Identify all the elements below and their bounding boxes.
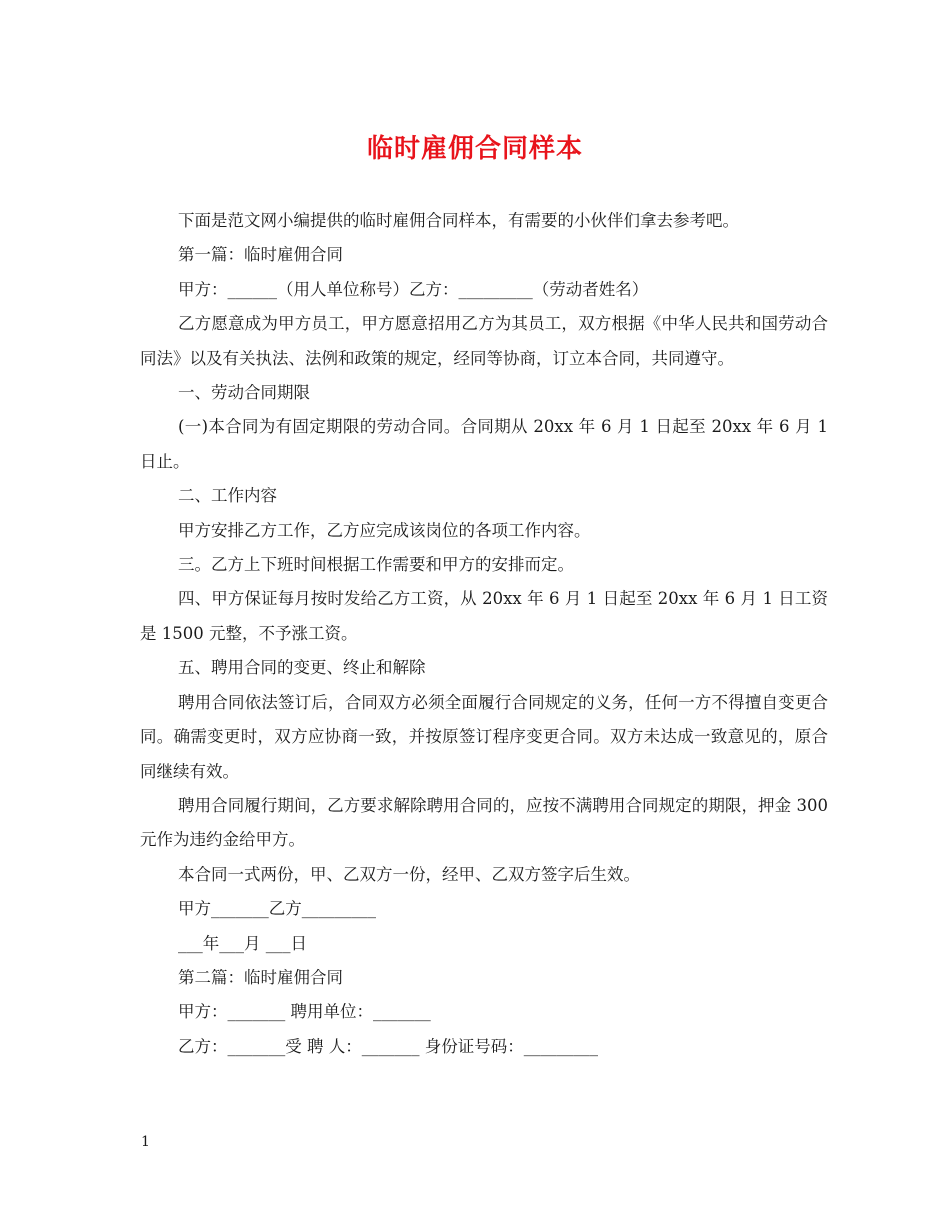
contract-paragraph: 乙方愿意成为甲方员工，甲方愿意招用乙方为其员工，双方根据《中华人民共和国劳动合同法》以及有关执法、法例和政策的规定，经同等协商，订立本合同，共同遵守。 [140,314,828,368]
contract-paragraph: (一)本合同为有固定期限的劳动合同。合同期从 20xx 年 6 月 1 日起至 20xx 年 6 月 1 日止。 [140,417,834,471]
document-body [140,204,834,1064]
contract-paragraph: 聘用合同依法签订后，合同双方必须全面履行合同规定的义务，任何一方不得擅自变更合同。确需变更时，双方应协商一致，并按原签订程序变更合同。双方未达成一致意见的，原合同继续有效。 [140,692,828,781]
clause-heading: 二、工作内容 [178,486,277,506]
clause-heading: 五、聘用合同的变更、终止和解除 [178,658,426,678]
page-number: 1 [141,1134,150,1150]
section-heading: 第二篇：临时雇佣合同 [178,967,343,987]
signature-line: 甲方_______乙方_________ [178,899,376,919]
date-line: ___年___月 ___日 [178,933,307,953]
contract-paragraph: 三。乙方上下班时间根据工作需要和甲方的安排而定。 [178,555,574,575]
party-line: 乙方：_______受 聘 人：_______ 身份证号码：_________ [178,1036,598,1056]
intro-paragraph: 下面是范文网小编提供的临时雇佣合同样本，有需要的小伙伴们拿去参考吧。 [178,211,739,230]
contract-paragraph: 四、甲方保证每月按时发给乙方工资，从 20xx 年 6 月 1 日起至 20xx 年 6 月 1 日工资是 1500 元整，不予涨工资。 [140,589,828,643]
page-title: 临时雇佣合同样本 [366,134,583,164]
clause-heading: 一、劳动合同期限 [178,383,310,403]
contract-paragraph: 本合同一式两份，甲、乙双方一份，经甲、乙双方签字后生效。 [178,864,640,884]
contract-paragraph: 甲方安排乙方工作，乙方应完成该岗位的各项工作内容。 [178,520,591,540]
section-heading: 第一篇：临时雇佣合同 [178,245,343,265]
party-line: 甲方：______（用人单位称号）乙方：_________（劳动者姓名） [178,279,649,299]
party-line: 甲方：_______ 聘用单位：_______ [178,1002,431,1022]
contract-paragraph: 聘用合同履行期间，乙方要求解除聘用合同的，应按不满聘用合同规定的期限，押金 300 元作为违约金给甲方。 [140,795,834,850]
